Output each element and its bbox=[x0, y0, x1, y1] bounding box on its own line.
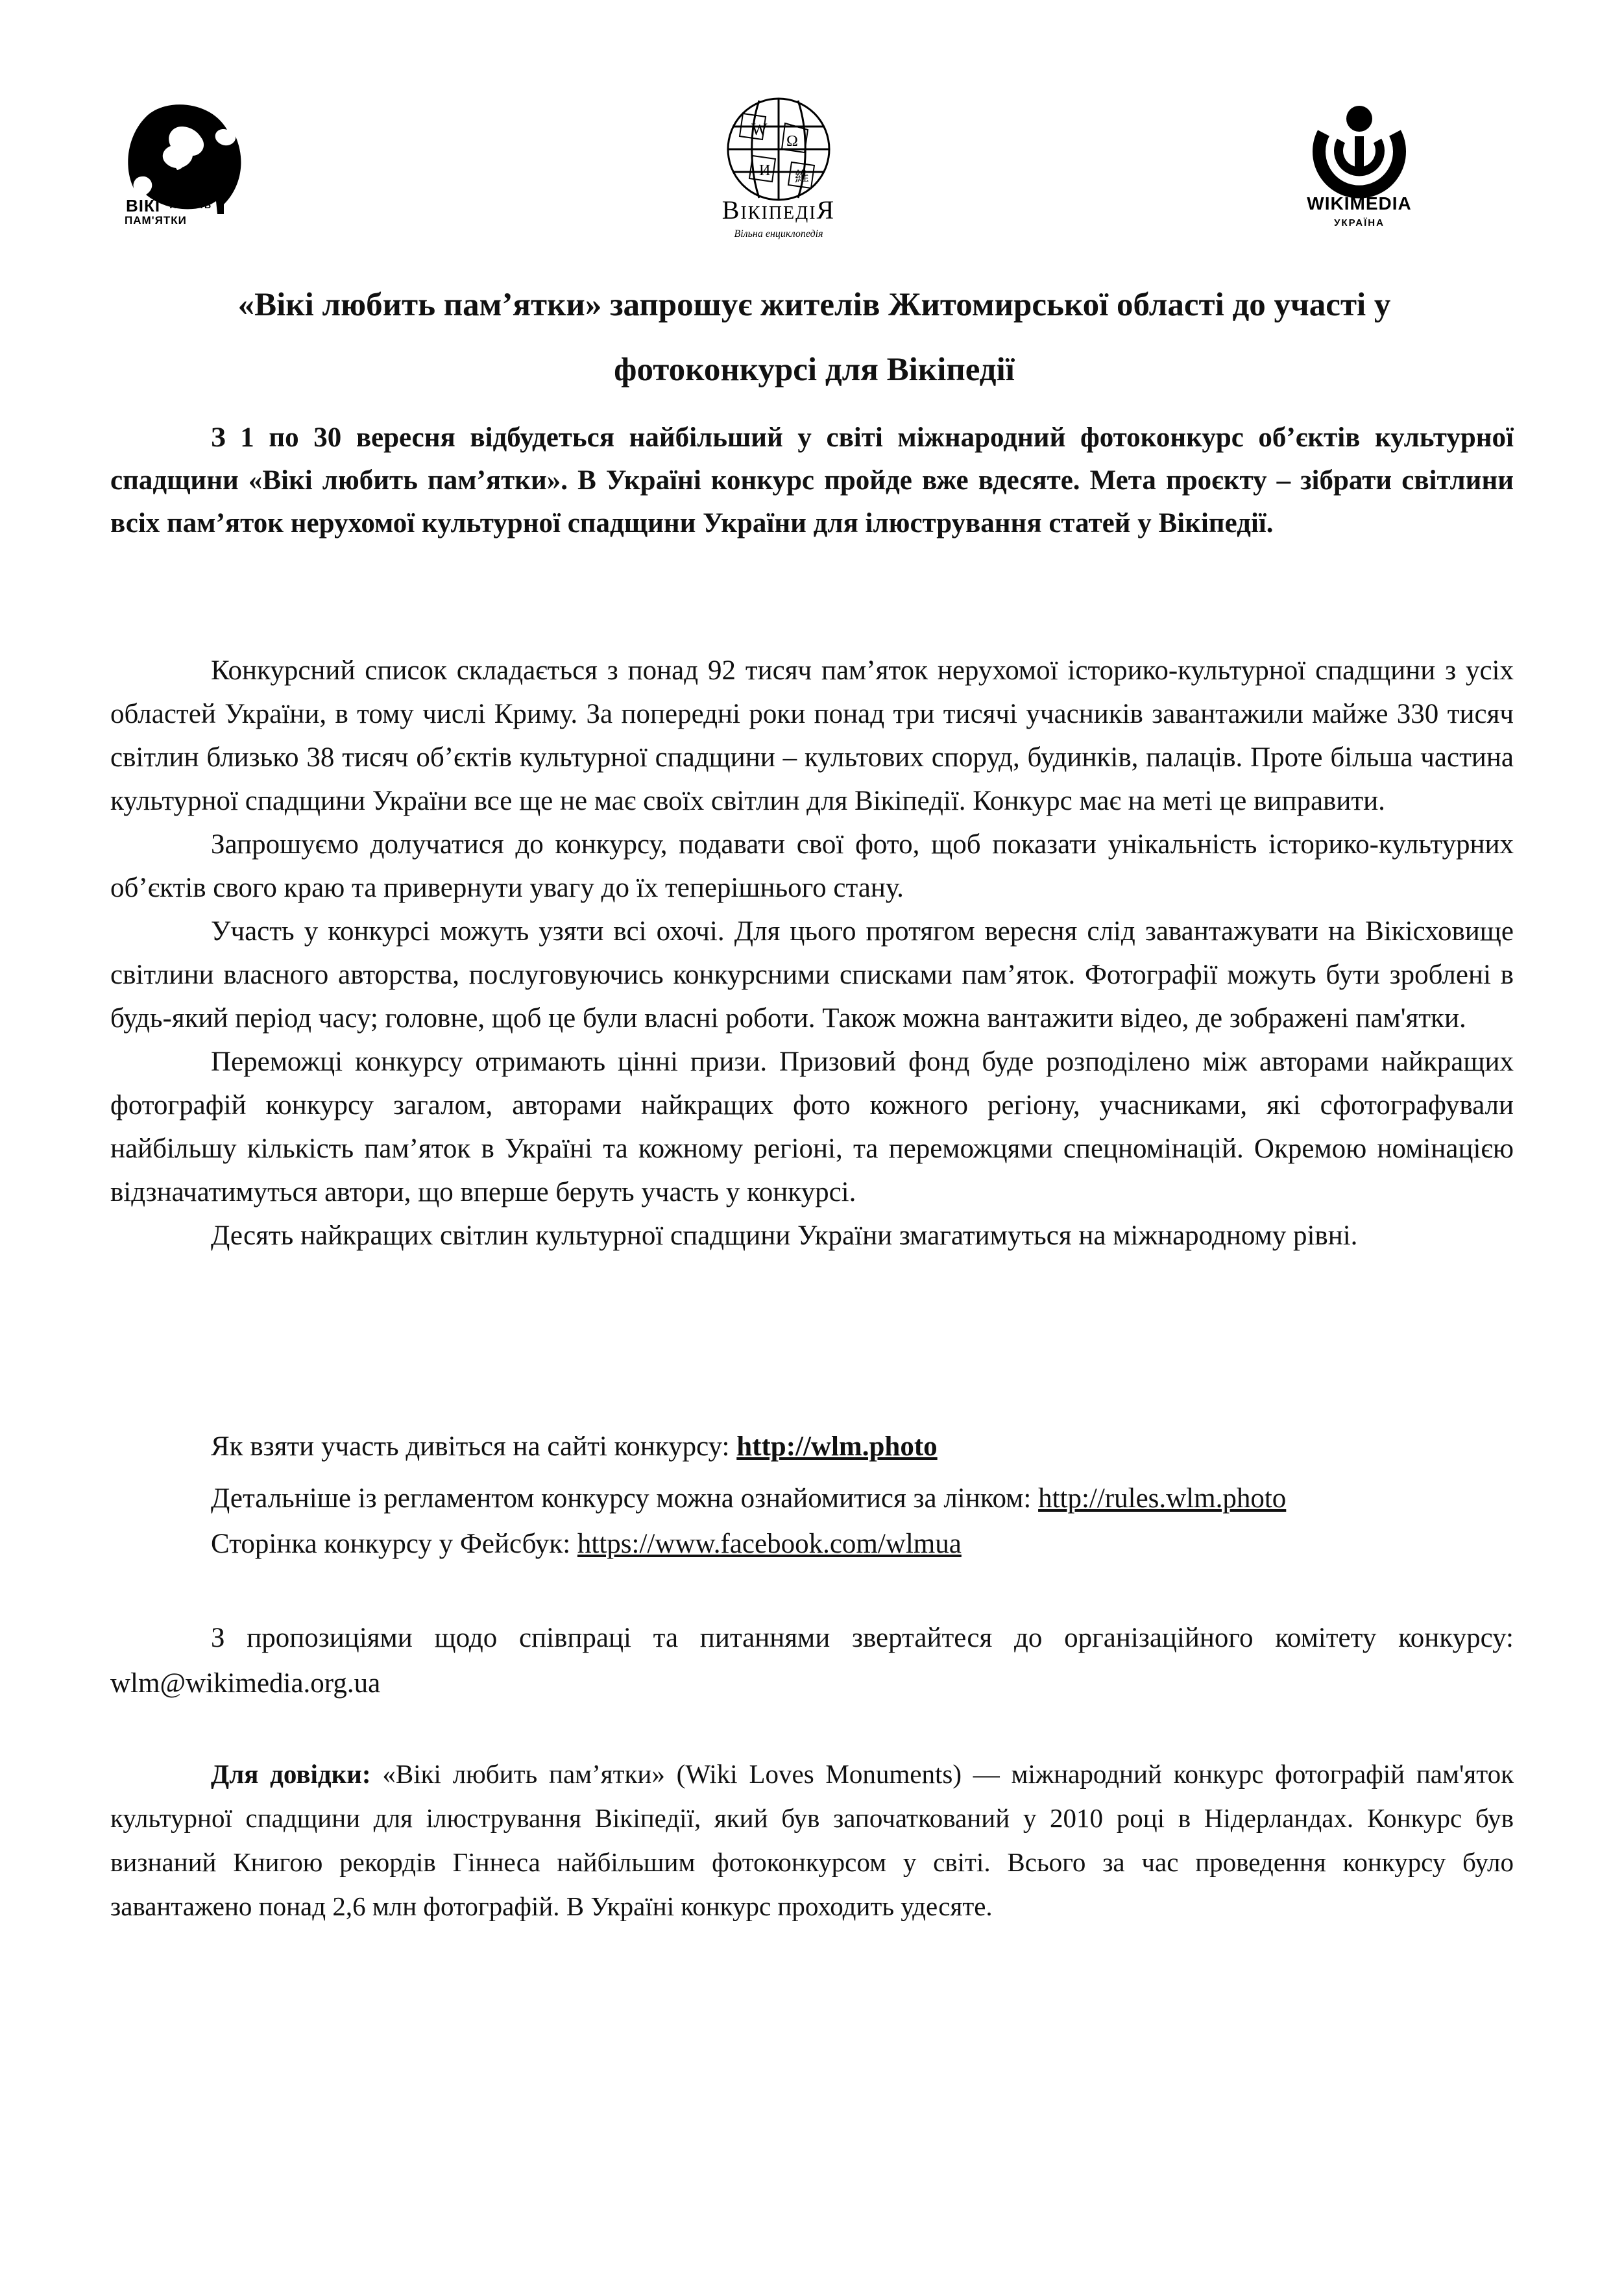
body-text bbox=[110, 649, 1514, 1257]
rules-link[interactable]: http://rules.wlm.photo bbox=[1038, 1483, 1287, 1514]
svg-text:維: 維 bbox=[795, 169, 810, 185]
site-link-label: Як взяти участь дивіться на сайті конкурсу: bbox=[211, 1431, 737, 1462]
reference-note-label: Для довідки: bbox=[211, 1759, 371, 1789]
rules-link-line bbox=[211, 1483, 1286, 1514]
page-title bbox=[104, 273, 1525, 402]
wikipedia-logo-tagline: Вільна енциклопедія bbox=[734, 228, 823, 239]
rules-link-label: Детальніше із регламентом конкурсу можна ознайомитися за лінком: bbox=[211, 1483, 1039, 1514]
paragraph-invitation: Запрошуємо долучатися до конкурсу, подавати свої фото, щоб показати унікальність історико-культурних об’єктів свого краю та привернути увагу до їх теперішнього стану. bbox=[110, 829, 1514, 903]
wlm-logo-text: ВІКІ bbox=[126, 196, 161, 215]
contact-paragraph: З пропозиціями щодо співпраці та питаннями звертайтеся до організаційного комітету конкурсу: wlm@wikimedia.org.ua bbox=[110, 1623, 1514, 1699]
title-line-2: фотоконкурсі для Вікіпедії bbox=[614, 352, 1015, 388]
paragraph-prizes: Переможці конкурсу отримають цінні призи. Призовий фонд буде розподілено між авторами найкращих фотографій конкурсу загалом, авторами найкращих фото кожного регіону, учасниками, які сфотографували найбільшу кількість пам’яток в Україні та кожному регіоні, та переможцями спецномінацій. Окремою номінацією відзначатимуться автори, що вперше беруть участь у конкурсі. bbox=[110, 1047, 1514, 1207]
wikimedia-logo-name: WIKIMEDIA bbox=[1307, 193, 1412, 213]
paragraph-participation: Участь у конкурсі можуть узяти всі охочі. Для цього протягом вересня слід завантажувати на Вікісховище світлини власного авторства, послуговуючись конкурсними списками пам’яток. Фотографії можуть бути зроблені в будь-який період часу; головне, щоб це були власні роботи. Також можна вантажити відео, де зображені пам'ятки. bbox=[110, 916, 1514, 1034]
wlm-logo-text-monuments: ПАМ'ЯТКИ bbox=[125, 214, 187, 226]
facebook-link-label: Сторінка конкурсу у Фейсбук: bbox=[211, 1529, 577, 1559]
wikimedia-logo-country: УКРАЇНА bbox=[1334, 217, 1385, 228]
facebook-link[interactable]: https://www.facebook.com/wlmua bbox=[577, 1529, 962, 1559]
reference-note bbox=[110, 1752, 1514, 1928]
paragraph-list-info: Конкурсний список складається з понад 92 тисяч пам’яток нерухомої історико-культурної спадщини з усіх областей України, в тому числі Криму. За попередні роки понад три тисячі учасників завантажили майже 330 тисяч світлин близько 38 тисяч об’єктів культурної спадщини – культових споруд, будинків, палаців. Проте більша частина культурної спадщини України все ще не має своїх світлин для Вікіпедії. Конкурс має на меті це виправити. bbox=[110, 655, 1514, 816]
title-line-1: «Вікі любить пам’ятки» запрошує жителів Житомирської області до участі у bbox=[237, 287, 1391, 323]
paragraph-international: Десять найкращих світлин культурної спадщини України змагатимуться на міжнародному рівні. bbox=[211, 1220, 1358, 1251]
reference-note-text: «Вікі любить пам’ятки» (Wiki Loves Monuments) — міжнародний конкурс фотографій пам'яток культурної спадщини для ілюстрування Вікіпедії, який був започаткований у 2010 році в Нідерландах. Конкурс був визнаний Книгою рекордів Гіннеса найбільшим фотоконкурсом у світі. Всього за час проведення конкурсу було завантажено понад 2,6 млн фотографій. В Україні конкурс проходить удесяте. bbox=[110, 1759, 1514, 1921]
svg-text:W: W bbox=[751, 120, 768, 139]
wlm-logo-text-loves: ЛЮБИТЬ bbox=[170, 200, 211, 210]
lead-paragraph: З 1 по 30 вересня відбудеться найбільший у світі міжнародний фотоконкурс об’єктів культурної спадщини «Вікі любить пам’ятки». В Україні конкурс пройде вже вдесяте. Мета проєкту – зібрати світлини всіх пам’яток нерухомої культурної спадщини України для ілюстрування статей у Вікіпедії. bbox=[110, 422, 1514, 539]
site-link-line bbox=[211, 1431, 938, 1462]
svg-text:И: И bbox=[759, 162, 771, 179]
site-link[interactable]: http://wlm.photo bbox=[736, 1431, 938, 1462]
facebook-link-line bbox=[211, 1528, 962, 1560]
wikipedia-logo-name: ВікіпедіЯ bbox=[721, 195, 836, 224]
svg-text:Ω: Ω bbox=[786, 133, 798, 150]
